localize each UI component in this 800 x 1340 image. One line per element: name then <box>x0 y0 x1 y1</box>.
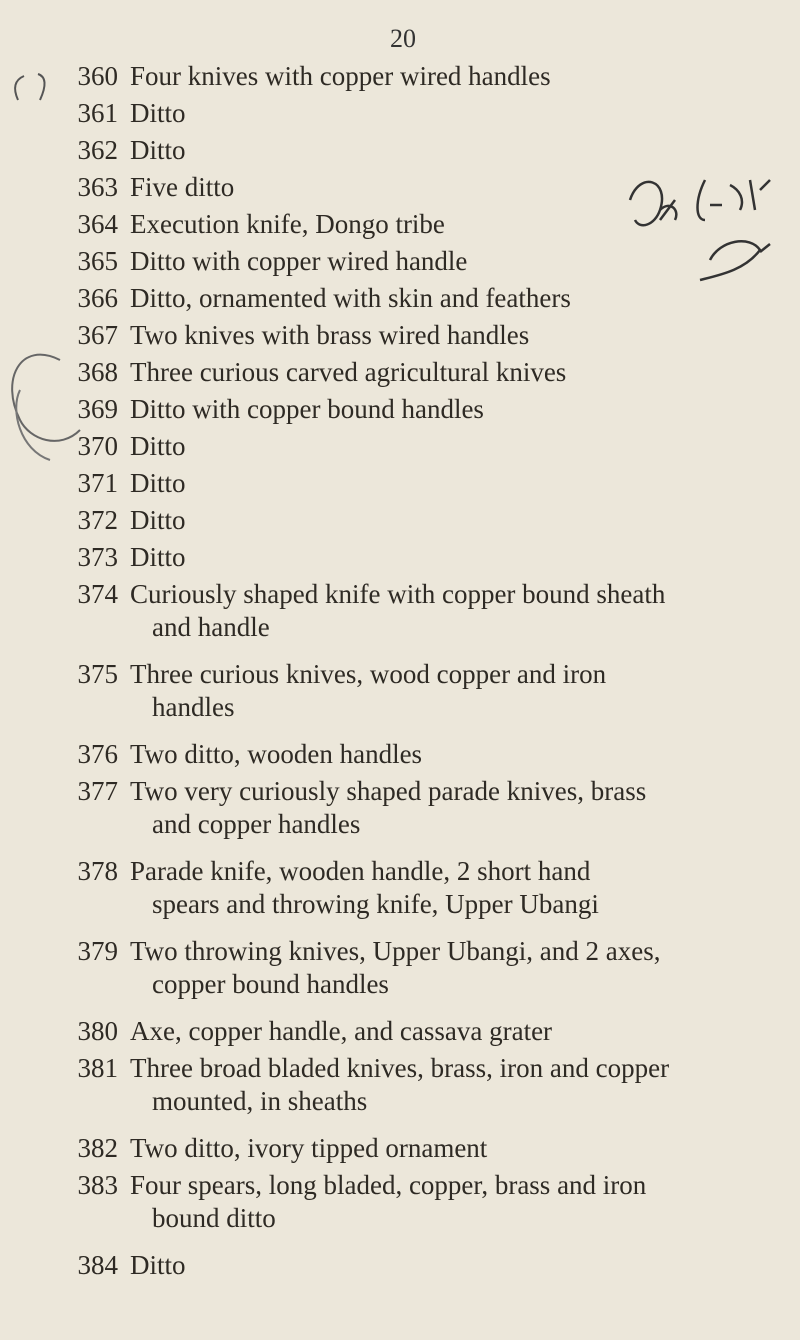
entry-number: 369 <box>77 394 118 424</box>
entry-number: 363 <box>77 172 118 202</box>
entry-number: 375 <box>77 659 118 689</box>
catalog-entry <box>0 319 800 352</box>
catalog-entry <box>0 935 800 1001</box>
entry-number: 380 <box>77 1016 118 1046</box>
entry-line: Two ditto, ivory tipped ornament <box>130 1133 488 1163</box>
entry-description <box>130 775 800 841</box>
entry-description <box>130 60 800 93</box>
entry-description <box>130 319 800 352</box>
entry-number: 381 <box>77 1053 118 1083</box>
entry-line: Ditto <box>130 1250 186 1280</box>
entry-continuation-line: and handle <box>152 612 270 642</box>
entry-description <box>130 245 800 278</box>
entry-line: Two ditto, wooden handles <box>130 739 423 769</box>
entry-description <box>130 1249 800 1282</box>
entry-line: Two throwing knives, Upper Ubangi, and 2 axes, <box>130 936 661 966</box>
catalog-entry <box>0 855 800 921</box>
catalog-entry <box>0 60 800 93</box>
entry-number: 383 <box>77 1170 118 1200</box>
entry-description <box>130 1015 800 1048</box>
catalog-entry <box>0 97 800 130</box>
catalog-entry <box>0 171 800 204</box>
catalog-entry <box>0 738 800 771</box>
entry-description <box>130 430 800 463</box>
entry-number: 376 <box>77 739 118 769</box>
entry-line: Three broad bladed knives, brass, iron and copper <box>130 1053 670 1083</box>
catalog-entry <box>0 356 800 389</box>
entry-line: Ditto <box>130 135 186 165</box>
catalog-entry <box>0 467 800 500</box>
entry-description <box>130 208 800 241</box>
entry-line: Four knives with copper wired handles <box>130 61 551 91</box>
entry-number: 370 <box>77 431 118 461</box>
entry-number: 374 <box>77 579 118 609</box>
entry-line: Ditto <box>130 505 186 535</box>
catalog-entry <box>0 1169 800 1235</box>
entry-line: Execution knife, Dongo tribe <box>130 209 445 239</box>
entry-continuation-line: handles <box>152 692 235 722</box>
entry-description <box>130 134 800 167</box>
entry-line: Ditto <box>130 468 186 498</box>
catalog-entry <box>0 541 800 574</box>
entry-line: Two very curiously shaped parade knives, brass <box>130 776 647 806</box>
entry-number: 371 <box>77 468 118 498</box>
entry-line: Ditto <box>130 98 186 128</box>
entry-description <box>130 356 800 389</box>
entry-continuation-line: and copper handles <box>152 809 361 839</box>
entry-description <box>130 171 800 204</box>
catalog-entry <box>0 393 800 426</box>
catalog-entry <box>0 430 800 463</box>
entry-continuation-line: mounted, in sheaths <box>152 1086 368 1116</box>
entry-line: Two knives with brass wired handles <box>130 320 530 350</box>
catalog-entry <box>0 1249 800 1282</box>
catalog-entry <box>0 282 800 315</box>
entry-number: 384 <box>77 1250 118 1280</box>
entry-line: Three curious carved agricultural knives <box>130 357 567 387</box>
entry-description <box>130 935 800 1001</box>
catalog-entry <box>0 658 800 724</box>
entry-number: 372 <box>77 505 118 535</box>
entry-description <box>130 658 800 724</box>
entry-number: 367 <box>77 320 118 350</box>
entry-number: 362 <box>77 135 118 165</box>
catalog-entry <box>0 504 800 537</box>
entry-line: Four spears, long bladed, copper, brass and iron <box>130 1170 647 1200</box>
entry-description <box>130 97 800 130</box>
entry-description <box>130 541 800 574</box>
entry-line: Parade knife, wooden handle, 2 short hand <box>130 856 591 886</box>
entry-description <box>130 467 800 500</box>
catalog-entry <box>0 134 800 167</box>
entry-description <box>130 1132 800 1165</box>
entry-number: 360 <box>77 61 118 91</box>
entry-number: 366 <box>77 283 118 313</box>
entry-description <box>130 1052 800 1118</box>
catalog-entry <box>0 245 800 278</box>
entry-line: Five ditto <box>130 172 235 202</box>
entry-line: Curiously shaped knife with copper bound sheath <box>130 579 666 609</box>
entry-line: Ditto with copper bound handles <box>130 394 484 424</box>
entry-number: 368 <box>77 357 118 387</box>
entry-line: Ditto, ornamented with skin and feathers <box>130 283 571 313</box>
entry-description <box>130 855 800 921</box>
catalog-entry <box>0 578 800 644</box>
entry-number: 377 <box>77 776 118 806</box>
entry-description <box>130 578 800 644</box>
entry-continuation-line: copper bound handles <box>152 969 389 999</box>
entry-line: Ditto with copper wired handle <box>130 246 468 276</box>
entry-number: 382 <box>77 1133 118 1163</box>
entry-line: Ditto <box>130 542 186 572</box>
entry-number: 361 <box>77 98 118 128</box>
entry-description <box>130 282 800 315</box>
catalog-entry <box>0 1052 800 1118</box>
entry-description <box>130 1169 800 1235</box>
entry-description <box>130 738 800 771</box>
entry-line: Three curious knives, wood copper and iron <box>130 659 607 689</box>
catalog-entry <box>0 208 800 241</box>
entry-description <box>130 504 800 537</box>
entry-description <box>130 393 800 426</box>
page-number: 20 <box>390 24 416 53</box>
entry-line: Axe, copper handle, and cassava grater <box>130 1016 553 1046</box>
entry-number: 364 <box>77 209 118 239</box>
catalog-list <box>0 60 800 1286</box>
catalog-entry <box>0 1015 800 1048</box>
entry-continuation-line: bound ditto <box>152 1203 276 1233</box>
catalog-entry <box>0 1132 800 1165</box>
entry-number: 365 <box>77 246 118 276</box>
entry-line: Ditto <box>130 431 186 461</box>
entry-number: 378 <box>77 856 118 886</box>
catalog-entry <box>0 775 800 841</box>
entry-number: 379 <box>77 936 118 966</box>
entry-continuation-line: spears and throwing knife, Upper Ubangi <box>152 889 599 919</box>
entry-number: 373 <box>77 542 118 572</box>
